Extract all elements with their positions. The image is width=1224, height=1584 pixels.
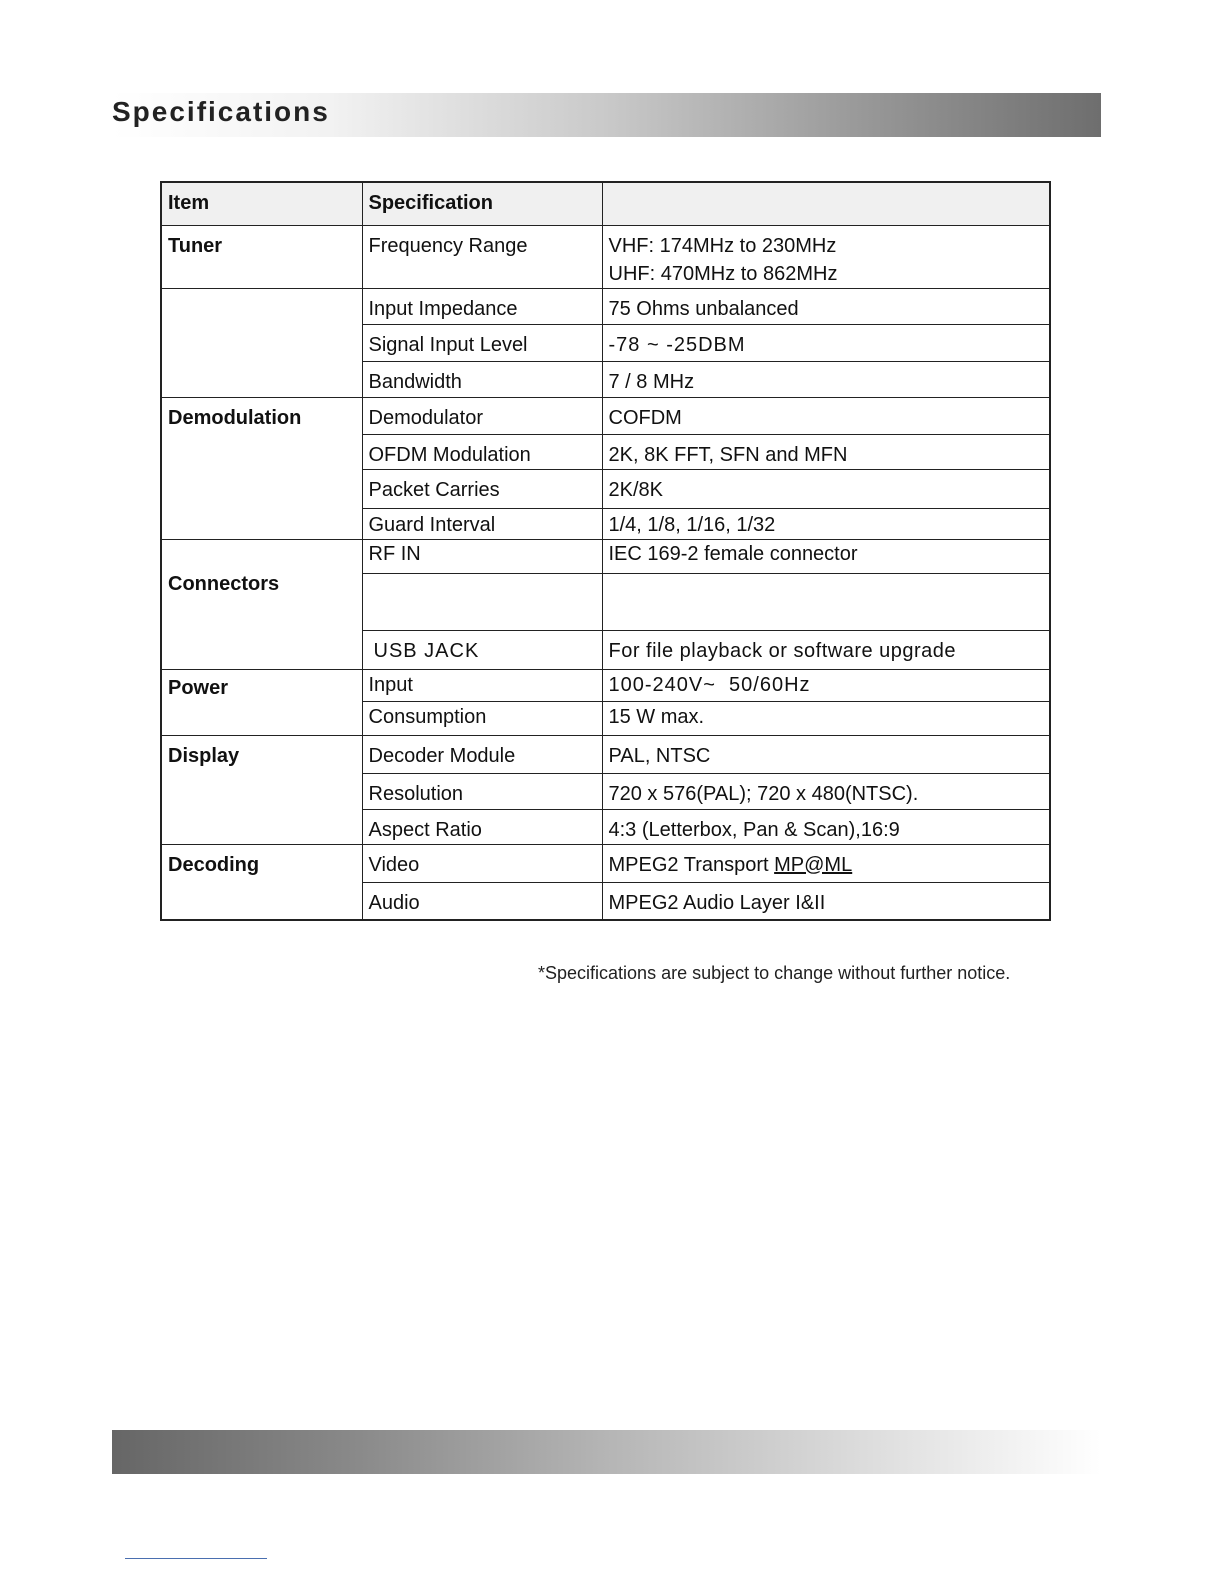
table-row [161, 225, 1050, 288]
value-cell [602, 844, 1050, 882]
value-cell: 1/4, 1/8, 1/16, 1/32 [602, 508, 1050, 539]
spec-cell: Frequency Range [362, 225, 602, 288]
spec-cell: Bandwidth [362, 361, 602, 397]
table-row [161, 397, 1050, 434]
value-cell: MPEG2 Audio Layer I&II [602, 882, 1050, 920]
footer-rule [125, 1558, 267, 1559]
header-specification: Specification [362, 182, 602, 225]
value-cell: IEC 169-2 female connector [602, 539, 1050, 573]
item-display: Display [161, 735, 362, 844]
spec-cell: OFDM Modulation [362, 434, 602, 469]
value-cell: 75 Ohms unbalanced [602, 288, 1050, 324]
table-header-row [161, 182, 1050, 225]
value-cell: 2K, 8K FFT, SFN and MFN [602, 434, 1050, 469]
value-cell: -78 ~ -25DBM [602, 324, 1050, 361]
item-connectors: Connectors [161, 539, 362, 669]
value-cell: COFDM [602, 397, 1050, 434]
value-line: UHF: 470MHz to 862MHz [608, 262, 838, 285]
value-cell: 2K/8K [602, 469, 1050, 508]
spec-cell: Resolution [362, 773, 602, 809]
spec-cell: Video [362, 844, 602, 882]
spec-cell: RF IN [362, 539, 602, 573]
table-row [161, 735, 1050, 773]
value-cell: 100-240V~ 50/60Hz [602, 669, 1050, 701]
table-row [161, 288, 1050, 324]
spec-cell: Consumption [362, 701, 602, 735]
spec-cell: USB JACK [362, 630, 602, 669]
spec-cell: Decoder Module [362, 735, 602, 773]
value-line: VHF: 174MHz to 230MHz [608, 234, 837, 257]
spec-table [160, 181, 1051, 921]
value-cell: 4:3 (Letterbox, Pan & Scan),16:9 [602, 809, 1050, 844]
item-demodulation: Demodulation [161, 397, 362, 539]
item-empty [161, 288, 362, 397]
header-value [602, 182, 1050, 225]
spec-cell: Demodulator [362, 397, 602, 434]
table-row [161, 844, 1050, 882]
value-cell: 15 W max. [602, 701, 1050, 735]
footer-band [112, 1430, 1101, 1474]
item-decoding: Decoding [161, 844, 362, 920]
value-cell [602, 225, 1050, 288]
spec-cell: Input [362, 669, 602, 701]
footnote: *Specifications are subject to change without further notice. [538, 963, 1011, 983]
table-row [161, 539, 1050, 573]
spec-cell: Audio [362, 882, 602, 920]
mp-ml-link[interactable]: MP@ML [774, 853, 853, 876]
spec-cell: Guard Interval [362, 508, 602, 539]
table-row [161, 669, 1050, 701]
value-cell: 720 x 576(PAL); 720 x 480(NTSC). [602, 773, 1050, 809]
value-cell: 7 / 8 MHz [602, 361, 1050, 397]
page-title: Specifications [112, 96, 330, 127]
value-cell: PAL, NTSC [602, 735, 1050, 773]
value-text: MPEG2 Transport [608, 853, 775, 876]
spec-cell: Packet Carries [362, 469, 602, 508]
header-item: Item [161, 182, 362, 225]
value-cell [602, 573, 1050, 630]
spec-cell: Signal Input Level [362, 324, 602, 361]
item-power: Power [161, 669, 362, 735]
spec-cell: Aspect Ratio [362, 809, 602, 844]
value-cell: For file playback or software upgrade [602, 630, 1050, 669]
spec-cell [362, 573, 602, 630]
spec-cell: Input Impedance [362, 288, 602, 324]
item-tuner: Tuner [161, 225, 362, 288]
